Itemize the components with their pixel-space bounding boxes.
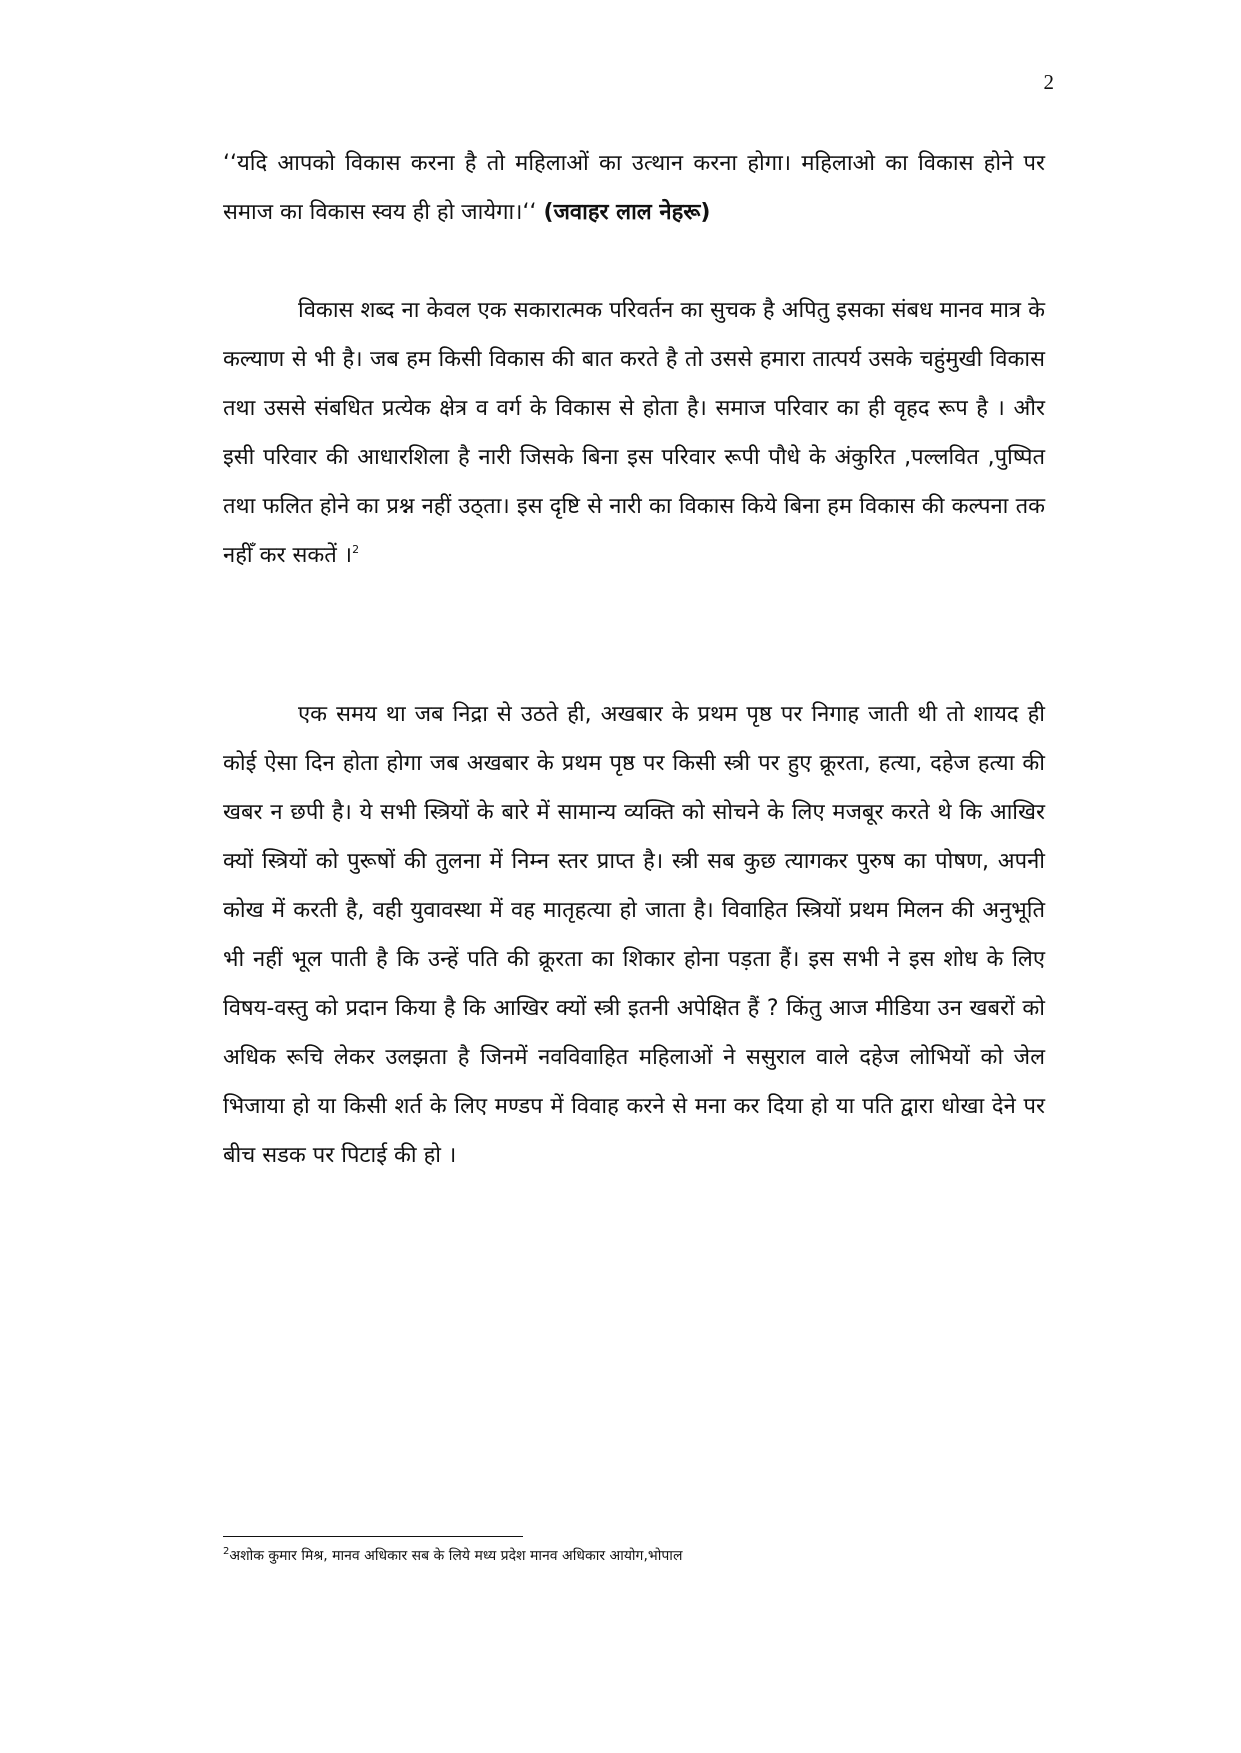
- paragraph-newspaper: [223, 690, 1045, 1180]
- page-number: 2: [1043, 70, 1054, 94]
- footnote-number: 2: [223, 1546, 230, 1557]
- quote-attribution: (जवाहर लाल नेहरू): [543, 200, 711, 225]
- footnote-reference[interactable]: 2: [352, 543, 360, 556]
- paragraph-development: [223, 286, 1045, 580]
- nehru-quote: [223, 139, 1045, 237]
- footnote: [223, 1546, 1045, 1566]
- paragraph-text: एक समय था जब निद्रा से उठते ही, अखबार के प्रथम पृष्ठ पर निगाह जाती थी तो शायद ही कोई ऐसा दिन होता होगा जब अखबार के प्रथम पृष्ठ पर किसी स्त्री पर हुए क्रूरता, हत्या, दहेज हत्या की खबर न छपी है। ये सभी स्त्रियों के बारे में सामान्य व्यक्ति को सोचने के लिए मजबूर करते थे कि आखिर क्यों स्त्रियों को पुरूषों की तुलना में निम्न स्तर प्राप्त है। स्त्री सब कुछ त्यागकर पुरुष का पोषण, अपनी कोख में करती है, वही युवावस्था में वह मातृहत्या हो जाता है। विवाहित स्त्रियों प्रथम मिलन की अनुभूति भी नहीं भूल पाती है कि उन्हें पति की क्रूरता का शिकार होना पड़ता हैं। इस सभी ने इस शोध के लिए विषय-वस्तु को प्रदान किया है कि आखिर क्यों स्त्री इतनी अपेक्षित हैं ? किंतु आज मीडिया उन खबरों को अधिक रूचि लेकर उलझता है जिनमें नवविवाहित महिलाओं ने ससुराल वाले दहेज लोभियों को जेल भिजाया हो या किसी शर्त के लिए मण्डप में विवाह करने से मना कर दिया हो या पति द्वारा धोखा देने पर बीच सडक पर पिटाई की हो ।: [223, 702, 1045, 1168]
- footnote-divider: [223, 1536, 523, 1537]
- quote-text: ‘‘यदि आपको विकास करना है तो महिलाओं का उत्थान करना होगा। महिलाओ का विकास होने पर समाज का विकास स्‍वय ही हो जायेगा।‘‘: [223, 151, 1045, 225]
- paragraph-text: विकास शब्द ना केवल एक सकारात्मक परिवर्तन का सुचक है अपितु इसका संबध मानव मात्र के कल्याण से भी है। जब हम किसी विकास की बात करते है तो उससे हमारा तात्पर्य उसके चहुंमुखी विकास तथा उससे संबधित प्रत्येक क्षेत्र व वर्ग के विकास से होता है। समाज परिवार का ही वृहद रूप है । और इसी परिवार की आधारशिला है नारी जिसके बिना इस परिवार रूपी पौधे के अंकुरित ,पल्लवित ,पुष्पित तथा फलित होने का प्रश्न नहीं उठ्‍ता। इस दृष्टि से नारी का विकास किये बिना हम विकास की कल्पना तक नहीँ कर सकतें ।: [223, 298, 1045, 568]
- footnote-text: अशोक कुमार मिश्र, मानव अधिकार सब के लिये मध्य प्रदेश मानव अधिकार आयोग,भोपाल: [229, 1548, 683, 1564]
